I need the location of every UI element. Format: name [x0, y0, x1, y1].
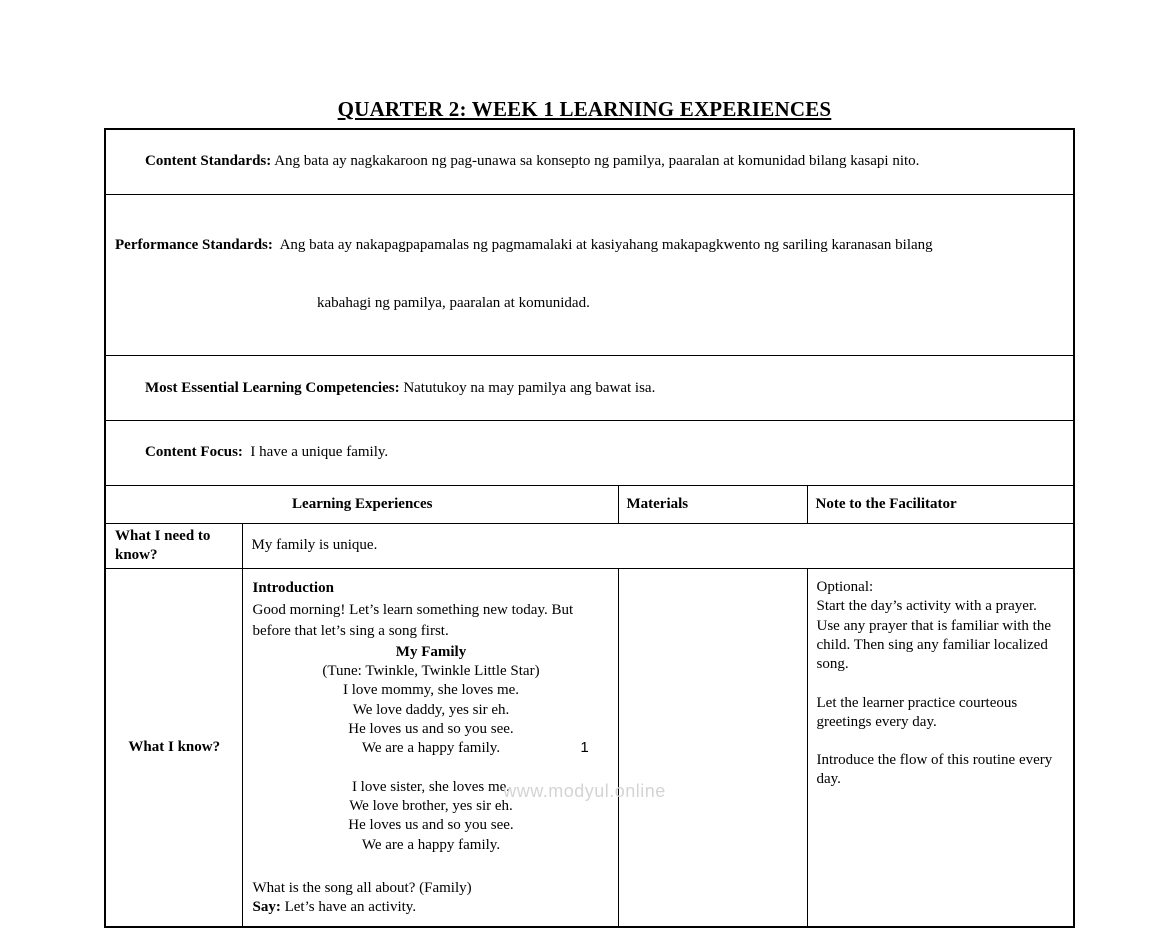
spacer	[253, 759, 610, 778]
song-verse2-line4: We are a happy family.	[361, 836, 501, 853]
spacer	[253, 855, 610, 879]
content-standards-text: Ang bata ay nagkakaroon ng pag-unawa sa konsepto ng pamilya, paaralan at komunidad bilang kasapi nito.	[271, 153, 920, 170]
song-verse1-line4: We are a happy family.	[361, 740, 501, 757]
note-paragraph-2: Let the learner practice courteous greetings every day.	[816, 694, 1018, 730]
content-focus-label: Content Focus:	[145, 444, 243, 461]
what-i-need-to-know-label: What I need to know?	[105, 524, 242, 569]
spacer	[817, 675, 1064, 694]
column-header-row	[105, 486, 1074, 524]
what-i-know-label: What I know?	[105, 569, 242, 927]
performance-standards-text1: Ang bata ay nakapagpapamalas ng pagmamalaki at kasiyahang makapagkwento ng sariling karanasan bilang	[272, 237, 933, 254]
song-tune: (Tune: Twinkle, Twinkle Little Star)	[322, 663, 540, 680]
header-learning-experiences: Learning Experiences	[105, 486, 618, 524]
intro-heading: Introduction	[252, 580, 334, 597]
song-title: My Family	[395, 643, 467, 660]
song-verse1-line2: We love daddy, yes sir eh.	[352, 701, 510, 718]
watermark: www.modyul.online	[503, 781, 666, 801]
performance-standards-line1	[115, 236, 1065, 255]
note-paragraph-3: Introduce the flow of this routine every day.	[816, 752, 1053, 788]
lesson-plan-table	[104, 128, 1075, 928]
song-verse2-line2: We love brother, yes sir eh.	[349, 797, 513, 814]
content-focus-row	[105, 421, 1074, 486]
optional-label: Optional:	[816, 579, 874, 596]
say-line	[253, 898, 610, 917]
melc-cell	[105, 356, 1074, 421]
content-focus-text: I have a unique family.	[242, 444, 389, 461]
performance-standards-row	[105, 194, 1074, 355]
song-verse2-line1: I love sister, she loves me.	[351, 778, 511, 795]
content-standards-row	[105, 129, 1074, 194]
page-number: 1	[580, 739, 589, 756]
say-label: Say:	[252, 899, 281, 916]
song-question: What is the song all about? (Family)	[252, 879, 472, 896]
performance-standards-cell	[105, 194, 1074, 355]
song-verse1-line3: He loves us and so you see.	[348, 721, 514, 738]
content-focus-cell	[105, 421, 1074, 486]
what-i-need-to-know-row	[105, 524, 1074, 569]
note-paragraph-1: Start the day’s activity with a prayer. Use any prayer that is familiar with the child. Then sing any familiar localized song.	[816, 598, 1052, 673]
header-note-to-facilitator: Note to the Facilitator	[807, 486, 1074, 524]
say-text: Let’s have an activity.	[280, 899, 417, 916]
intro-line-2: before that let’s sing a song first.	[252, 623, 449, 640]
intro-line-1: Good morning! Let’s learn something new today. But	[252, 601, 574, 618]
header-materials: Materials	[618, 486, 807, 524]
content-standards-cell	[105, 129, 1074, 194]
song-verse1-line1: I love mommy, she loves me.	[342, 682, 520, 699]
melc-row	[105, 356, 1074, 421]
performance-standards-label: Performance Standards:	[115, 237, 273, 254]
document-title: QUARTER 2: WEEK 1 LEARNING EXPERIENCES	[337, 97, 832, 121]
content-standards-label: Content Standards:	[145, 153, 272, 170]
song-verse2-line3: He loves us and so you see.	[348, 817, 514, 834]
melc-label: Most Essential Learning Competencies:	[145, 379, 400, 396]
melc-text: Natutukoy na may pamilya ang bawat isa.	[399, 379, 656, 396]
performance-standards-line2: kabahagi ng pamilya, paaralan at komunidad.	[317, 295, 590, 312]
what-i-need-to-know-text: My family is unique.	[242, 524, 1074, 569]
